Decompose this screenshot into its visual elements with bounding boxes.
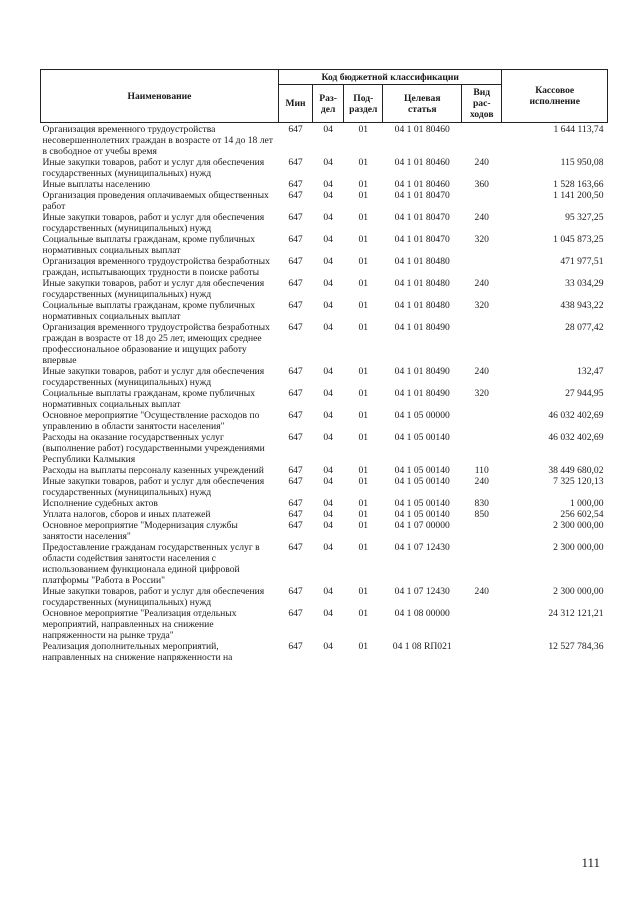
cell-min: 647: [288, 278, 303, 289]
cell-podrazdel: 01: [358, 509, 369, 520]
cell-razdel: 04: [323, 608, 333, 619]
cell-target: 04 1 07 00000: [394, 520, 450, 531]
cell-min: 647: [288, 542, 303, 553]
cell-podrazdel: 01: [358, 586, 369, 597]
table-header: [41, 70, 608, 123]
cell-target: 04 1 01 80480: [394, 300, 450, 311]
budget-table: [40, 69, 608, 663]
cell-min: 647: [288, 322, 303, 333]
cell-target: 04 1 01 80490: [394, 322, 450, 333]
cell-amount: 95 327,25: [565, 212, 604, 223]
cell-vid: [462, 410, 502, 432]
cell-vid: 360: [474, 179, 489, 190]
cell-target: 04 1 05 00000: [394, 410, 450, 421]
cell-target: 04 1 01 80460: [394, 179, 450, 190]
cell-podrazdel: 01: [358, 542, 369, 553]
cell-vid: 830: [474, 498, 489, 509]
cell-vid: 320: [474, 388, 489, 399]
cell-name: Иные закупки товаров, работ и услуг для обеспечения государственных (муниципальных) нужд: [42, 157, 265, 179]
cell-target: 04 1 08 00000: [394, 608, 450, 619]
cell-target: 04 1 01 80480: [394, 278, 450, 289]
cell-vid: 240: [474, 476, 489, 487]
cell-name: Иные закупки товаров, работ и услуг для обеспечения государственных (муниципальных) нужд: [42, 366, 265, 388]
cell-target: 04 1 05 00140: [394, 432, 450, 443]
cell-vid: [462, 520, 502, 542]
cell-min: 647: [288, 212, 303, 223]
cell-min: 647: [288, 256, 303, 267]
cell-amount: 33 034,29: [565, 278, 604, 289]
cell-min: 647: [288, 476, 303, 487]
cell-vid: 320: [474, 234, 489, 245]
cell-target: 04 1 01 80470: [394, 234, 450, 245]
cell-vid: [462, 256, 502, 278]
cell-min: 647: [288, 300, 303, 311]
cell-podrazdel: 01: [358, 476, 369, 487]
cell-name: Социальные выплаты гражданам, кроме публичных нормативных социальных выплат: [42, 388, 256, 410]
cell-podrazdel: 01: [358, 300, 369, 311]
cell-vid: 240: [474, 278, 489, 289]
cell-razdel: 04: [323, 157, 333, 168]
cell-vid: 850: [474, 509, 489, 520]
cell-vid: [462, 432, 502, 465]
cell-razdel: 04: [323, 212, 333, 223]
cell-amount: 28 077,42: [565, 322, 604, 333]
cell-min: 647: [288, 410, 303, 421]
header-podrazdel: Под- раздел: [344, 85, 383, 123]
table-row: [41, 641, 608, 663]
cell-target: 04 1 05 00140: [394, 509, 450, 520]
cell-podrazdel: 01: [358, 234, 369, 245]
cell-name: Уплата налогов, сборов и иных платежей: [42, 509, 211, 520]
header-cash-label: Кассовое исполнение: [529, 85, 580, 107]
table-row: [41, 410, 608, 432]
cell-vid: [462, 190, 502, 212]
cell-razdel: 04: [323, 410, 333, 421]
table-row: [41, 586, 608, 608]
cell-podrazdel: 01: [358, 212, 369, 223]
cell-amount: 24 312 121,21: [548, 608, 604, 619]
table-row: [41, 542, 608, 586]
cell-podrazdel: 01: [358, 366, 369, 377]
cell-name: Основное мероприятие "Осуществление расходов по управлению в области занятости населения": [42, 410, 260, 432]
cell-razdel: 04: [323, 476, 333, 487]
cell-name: Исполнение судебных актов: [42, 498, 158, 509]
cell-podrazdel: 01: [358, 278, 369, 289]
cell-target: 04 1 01 80490: [394, 388, 450, 399]
cell-podrazdel: 01: [358, 179, 369, 190]
cell-podrazdel: 01: [358, 256, 369, 267]
table-body: [41, 123, 608, 664]
cell-amount: 2 300 000,00: [553, 586, 604, 597]
cell-podrazdel: 01: [358, 190, 369, 201]
cell-razdel: 04: [323, 388, 333, 399]
cell-razdel: 04: [323, 465, 333, 476]
table-row: [41, 322, 608, 366]
cell-min: 647: [288, 366, 303, 377]
cell-podrazdel: 01: [358, 124, 369, 135]
table-row: [41, 498, 608, 509]
cell-podrazdel: 01: [358, 641, 369, 652]
cell-podrazdel: 01: [358, 498, 369, 509]
cell-target: 04 1 01 80490: [394, 366, 450, 377]
cell-vid: [462, 608, 502, 641]
cell-vid: [462, 123, 502, 158]
cell-razdel: 04: [323, 498, 333, 509]
cell-name: Расходы на оказание государственных услуг (выполнение работ) государственными учреждениями Республики Калмыкия: [42, 432, 265, 465]
cell-vid: 240: [474, 157, 489, 168]
table-row: [41, 234, 608, 256]
header-razdel: Раз- дел: [313, 85, 344, 123]
cell-razdel: 04: [323, 641, 333, 652]
table-row: [41, 256, 608, 278]
cell-razdel: 04: [323, 256, 333, 267]
cell-min: 647: [288, 388, 303, 399]
cell-min: 647: [288, 179, 303, 190]
cell-amount: 471 977,51: [560, 256, 604, 267]
table-row: [41, 388, 608, 410]
header-cash: [502, 70, 608, 123]
cell-podrazdel: 01: [358, 520, 369, 531]
table-row: [41, 278, 608, 300]
cell-razdel: 04: [323, 586, 333, 597]
table-row: [41, 432, 608, 465]
cell-razdel: 04: [323, 179, 333, 190]
cell-razdel: 04: [323, 520, 333, 531]
cell-razdel: 04: [323, 366, 333, 377]
cell-amount: 46 032 402,69: [548, 410, 604, 421]
cell-target: 04 1 01 80470: [394, 212, 450, 223]
cell-target: 04 1 01 80480: [394, 256, 450, 267]
cell-amount: 256 602,54: [560, 509, 604, 520]
table-row: [41, 300, 608, 322]
cell-target: 04 1 01 80470: [394, 190, 450, 201]
cell-amount: 1 644 113,74: [553, 124, 604, 135]
cell-min: 647: [288, 465, 303, 476]
header-name: Наименование: [41, 70, 279, 123]
cell-name: Иные закупки товаров, работ и услуг для обеспечения государственных (муниципальных) нужд: [42, 586, 265, 608]
cell-target: 04 1 01 80460: [394, 124, 450, 135]
cell-amount: 46 032 402,69: [548, 432, 604, 443]
cell-name: Организация временного трудоустройства несовершеннолетних граждан в возрасте от 14 до 18 лет в свободное от учебы время: [42, 124, 273, 157]
cell-min: 647: [288, 498, 303, 509]
cell-razdel: 04: [323, 509, 333, 520]
cell-vid: 240: [474, 212, 489, 223]
cell-name: Иные закупки товаров, работ и услуг для обеспечения государственных (муниципальных) нужд: [42, 476, 265, 498]
cell-amount: 1 528 163,66: [553, 179, 604, 190]
cell-min: 647: [288, 608, 303, 619]
cell-min: 647: [288, 509, 303, 520]
cell-amount: 27 944,95: [565, 388, 604, 399]
cell-amount: 115 950,08: [560, 157, 604, 168]
table-row: [41, 190, 608, 212]
table-row: [41, 608, 608, 641]
cell-target: 04 1 07 12430: [394, 586, 450, 597]
cell-podrazdel: 01: [358, 465, 369, 476]
table-row: [41, 157, 608, 179]
cell-min: 647: [288, 520, 303, 531]
cell-razdel: 04: [323, 322, 333, 333]
cell-vid: [462, 542, 502, 586]
header-min: Мин: [278, 85, 312, 123]
header-code-group: Код бюджетной классификации: [278, 70, 501, 85]
table-row: [41, 123, 608, 158]
cell-name: Организация проведения оплачиваемых общественных работ: [42, 190, 269, 212]
cell-amount: 1 141 200,50: [553, 190, 604, 201]
cell-target: 04 1 08 RП021: [392, 641, 452, 652]
cell-podrazdel: 01: [358, 157, 369, 168]
cell-amount: 132,47: [577, 366, 604, 377]
table-row: [41, 212, 608, 234]
cell-name: Основное мероприятие "Модернизация службы занятости населения": [42, 520, 238, 542]
cell-amount: 7 325 120,13: [553, 476, 604, 487]
cell-min: 647: [288, 190, 303, 201]
cell-name: Реализация дополнительных мероприятий, направленных на снижение напряженности на: [42, 641, 233, 663]
header-target: Целевая статья: [383, 85, 462, 123]
table-row: [41, 520, 608, 542]
cell-target: 04 1 01 80460: [394, 157, 450, 168]
cell-razdel: 04: [323, 300, 333, 311]
cell-razdel: 04: [323, 278, 333, 289]
cell-name: Организация временного трудоустройства безработных граждан в возрасте от 18 до 25 лет, имеющих среднее профессиональное образование и ищущих работу впервые: [42, 322, 270, 366]
cell-podrazdel: 01: [358, 410, 369, 421]
table-row: [41, 179, 608, 190]
header-vid: Вид рас- ходов: [462, 85, 502, 123]
cell-min: 647: [288, 124, 303, 135]
cell-vid: [462, 641, 502, 663]
cell-name: Иные выплаты населению: [42, 179, 151, 190]
cell-target: 04 1 05 00140: [394, 465, 450, 476]
cell-target: 04 1 05 00140: [394, 476, 450, 487]
cell-podrazdel: 01: [358, 388, 369, 399]
cell-min: 647: [288, 432, 303, 443]
cell-razdel: 04: [323, 190, 333, 201]
cell-min: 647: [288, 157, 303, 168]
cell-name: Предоставление гражданам государственных услуг в области содействия занятости населения с использованием функционала единой цифровой платформы "Работа в России": [42, 542, 260, 586]
cell-name: Социальные выплаты гражданам, кроме публичных нормативных социальных выплат: [42, 234, 256, 256]
cell-podrazdel: 01: [358, 322, 369, 333]
table-row: [41, 366, 608, 388]
cell-vid: 110: [474, 465, 489, 476]
cell-min: 647: [288, 641, 303, 652]
cell-amount: 2 300 000,00: [553, 542, 604, 553]
cell-razdel: 04: [323, 234, 333, 245]
cell-name: Расходы на выплаты персоналу казенных учреждений: [42, 465, 264, 476]
cell-vid: [462, 322, 502, 366]
cell-name: Социальные выплаты гражданам, кроме публичных нормативных социальных выплат: [42, 300, 256, 322]
cell-amount: 1 045 873,25: [553, 234, 604, 245]
cell-podrazdel: 01: [358, 608, 369, 619]
cell-amount: 2 300 000,00: [553, 520, 604, 531]
page-number: 111: [581, 855, 600, 870]
cell-target: 04 1 05 00140: [394, 498, 450, 509]
cell-target: 04 1 07 12430: [394, 542, 450, 553]
table-row: [41, 509, 608, 520]
cell-vid: 240: [474, 366, 489, 377]
cell-name: Иные закупки товаров, работ и услуг для обеспечения государственных (муниципальных) нужд: [42, 278, 265, 300]
cell-name: Организация временного трудоустройства безработных граждан, испытывающих трудности в поиске работы: [42, 256, 270, 278]
table-row: [41, 476, 608, 498]
cell-razdel: 04: [323, 542, 333, 553]
cell-vid: 240: [474, 586, 489, 597]
table-row: [41, 465, 608, 476]
cell-amount: 1 000,00: [569, 498, 604, 509]
cell-razdel: 04: [323, 124, 333, 135]
cell-name: Основное мероприятие "Реализация отдельных мероприятий, направленных на снижение напряженности на рынке труда": [42, 608, 237, 641]
cell-min: 647: [288, 586, 303, 597]
cell-amount: 438 943,22: [560, 300, 604, 311]
cell-razdel: 04: [323, 432, 333, 443]
cell-min: 647: [288, 234, 303, 245]
cell-amount: 38 449 680,02: [548, 465, 604, 476]
cell-podrazdel: 01: [358, 432, 369, 443]
cell-vid: 320: [474, 300, 489, 311]
cell-name: Иные закупки товаров, работ и услуг для обеспечения государственных (муниципальных) нужд: [42, 212, 265, 234]
cell-amount: 12 527 784,36: [548, 641, 604, 652]
